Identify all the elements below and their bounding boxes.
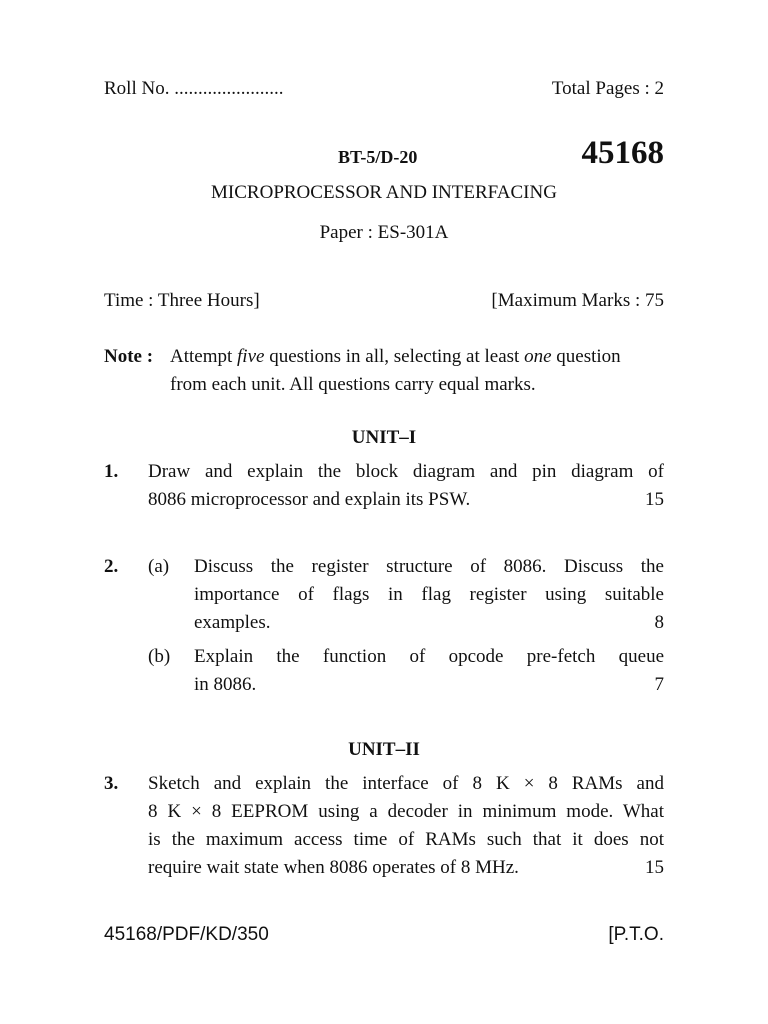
subject-title: MICROPROCESSOR AND INTERFACING	[211, 182, 557, 203]
paper-label: Paper : ES-301A	[319, 222, 449, 243]
note-text-a: Attempt	[170, 346, 238, 367]
question-1-line-2-row	[148, 486, 664, 514]
question-3-marks: 15	[645, 857, 664, 878]
paper-code: BT-5/D-20	[338, 147, 418, 167]
question-2a-label: (a)	[148, 556, 170, 577]
total-pages: Total Pages : 2	[551, 78, 664, 99]
question-1-marks: 15	[645, 489, 664, 510]
time-allowed: Time : Three Hours]	[104, 290, 260, 311]
question-1-line-1: Draw and explain the block diagram and pin diagram of	[148, 461, 664, 482]
question-1-line-2: 8086 microprocessor and explain its PSW.	[148, 489, 471, 510]
note-emphasis-one: one	[524, 346, 552, 367]
question-3-line-4-row	[148, 854, 664, 882]
note-text-c: question	[551, 346, 621, 367]
question-2b-line-2-row	[194, 671, 664, 699]
note-text-b: questions in all, selecting at least	[264, 346, 525, 367]
footer-code: 45168/PDF/KD/350	[104, 924, 269, 945]
question-2b-line-2: in 8086.	[194, 674, 257, 695]
question-1-text	[148, 458, 664, 514]
note-label: Note :	[104, 346, 154, 367]
question-3-line-2: 8 K × 8 EEPROM using a decoder in minimum mode. What	[148, 801, 664, 822]
question-2a-line-2: importance of flags in flag register using suitable	[194, 584, 664, 605]
maximum-marks: [Maximum Marks : 75	[491, 290, 664, 311]
question-2b-marks: 7	[654, 674, 664, 695]
question-3-line-1: Sketch and explain the interface of 8 K × 8 RAMs and	[148, 773, 664, 794]
question-3-line-3: is the maximum access time of RAMs such that it does not	[148, 829, 664, 850]
unit-1-heading: UNIT–I	[351, 427, 417, 448]
question-2a-line-3: examples.	[194, 612, 271, 633]
note-emphasis-five: five	[237, 346, 265, 367]
paper-number: 45168	[581, 135, 664, 171]
question-2b-text	[194, 643, 664, 699]
question-2-number: 2.	[104, 556, 119, 577]
note-line-1	[170, 346, 664, 368]
question-2a-text	[194, 553, 664, 637]
question-2a-line-1: Discuss the register structure of 8086. Discuss the	[194, 556, 664, 577]
question-2b-line-1: Explain the function of opcode pre-fetch queue	[194, 646, 664, 667]
question-2a-marks: 8	[654, 612, 664, 633]
unit-2-heading: UNIT–II	[348, 739, 420, 760]
question-2a-line-3-row	[194, 609, 664, 637]
question-1-number: 1.	[104, 461, 119, 482]
question-3-text	[148, 770, 664, 882]
note-line-2: from each unit. All questions carry equal marks.	[170, 374, 536, 395]
question-3-number: 3.	[104, 773, 119, 794]
question-2b-label: (b)	[148, 646, 171, 667]
roll-number: Roll No. .......................	[104, 78, 284, 99]
footer-pto: [P.T.O.	[608, 924, 664, 945]
question-3-line-4: require wait state when 8086 operates of 8 MHz.	[148, 857, 519, 878]
